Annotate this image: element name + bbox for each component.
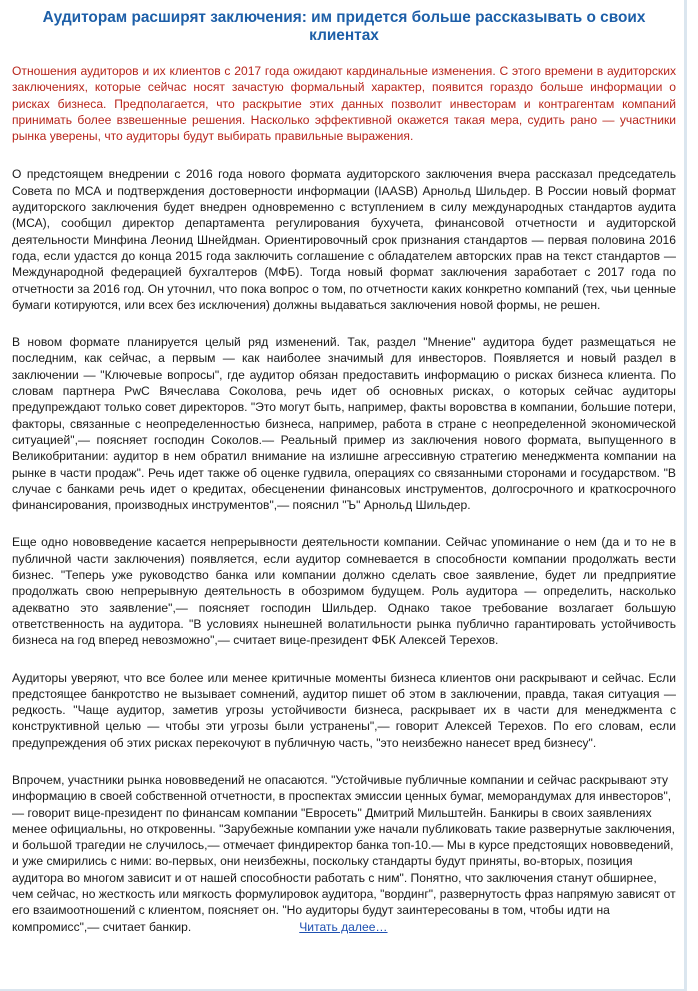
article-paragraph-5 — [12, 772, 676, 935]
article-paragraph-2: В новом формате планируется целый ряд изменений. Так, раздел "Мнение" аудитора будет размещаться не последним, как сейчас, а первым — как наиболее значимый для инвесторов. Появляется и новый раздел в заключении — "Ключевые вопросы", где аудитор обязан предоставить информацию о рисках бизнеса клиента. По словам партнера PwC Вячеслава Соколова, речь идет об основных рисках, о которых сейчас аудиторы предупреждают только совет директоров. "Это могут быть, например, факты воровства в компании, большие потери, факторы, связанные с неопределенностью бизнеса, например, работа в стране с неопределенной экономической ситуацией",— поясняет господин Соколов.— Реальный пример из заключения нового формата, выпущенного в Великобритании: аудитор в нем обратил внимание на излишне агрессивную стратегию менеджмента компании на рынке в части продаж". Речь идет также об оценке гудвила, операциях со связанными сторонами и государством. "В случае с банками речь идет о кредитах, обесценении финансовых инструментов, долгосрочного и краткосрочного финансирования, производных инструментов",— пояснил "Ъ" Арнольд Шильдер. — [12, 335, 676, 513]
article-paragraph-3: Еще одно нововведение касается непрерывности деятельности компании. Сейчас упоминание о нем (да и то не в публичной части заключения) появляется, если аудитор сомневается в способности компании продолжать вести бизнес. "Теперь уже руководство банка или компании должно сделать свое заявление, будет ли предприятие продолжать свою непрерывную деятельность в обозримом будущем. Роль аудитора — определить, насколько адекватно это заявление",— поясняет господин Шильдер. Однако такое требование возлагает большую ответственность на аудитора. "В условиях нынешней волатильности рынка публично гарантировать устойчивость бизнеса на год вперед невозможно",— считает вице-президент ФБК Алексей Терехов. — [12, 535, 676, 648]
article-title: Аудиторам расширят заключения: им придется больше рассказывать о своих клиентах — [42, 9, 646, 44]
read-more-link[interactable]: Читать далее… — [299, 919, 388, 934]
article-paragraph-5-text: Впрочем, участники рынка нововведений не опасаются. "Устойчивые публичные компании и сейчас раскрывают эту информацию в своей собственной отчетности, в проспектах эмиссии ценных бумаг, меморандумах для инвесторов",— говорит вице-президент по финансам компании "Евросеть" Дмитрий Мильштейн. Банкиры в своих заявлениях менее официальны, но откровенны. "Зарубежные компании уже начали публиковать такие развернутые заключения, и большой трагедии не случилось,— отмечает финдиректор банка топ-10.— Мы в курсе предстоящих нововведений, и уже смирились с ними: во-первых, они неизбежны, поскольку стандарты будут приняты, во-вторых, позиция аудитора во многом зависит и от нашей способности работать с ним". Понятно, что заключения станут обширнее, чем сейчас, но жесткость или мягкость формулировок аудитора, "вординг", развернутость фраз напрямую зависят от его взаимоотношений с клиентом, поясняет он. "Но аудиторы будут заинтересованы в том, чтобы идти на компромисс",— считает банкир. — [12, 772, 676, 934]
article-paragraph-1: О предстоящем внедрении с 2016 года нового формата аудиторского заключения вчера рассказал председатель Совета по МСА и подтверждения достоверности информации (IAASB) Арнольд Шильдер. В России новый формат аудиторского заключения будет внедрен одновременно с вступлением в силу международных стандартов аудита (МСА), сообщил директор департамента регулирования бухучета, финансовой отчетности и аудиторской деятельности Минфина Леонид Шнейдман. Ориентировочный срок признания стандартов — первая половина 2016 года, если удастся до конца 2015 года заключить соглашение с обладателем авторских прав на текст стандартов — Международной федерацией бухгалтеров (МФБ). Тогда новый формат заключения заработает с 2017 года по отчетности за 2016 год. Он уточнил, что пока вопрос о том, по отчетности каких конкретно компаний (тех, чьи ценные бумаги котируются, или всех без исключения) должны выдаваться заключения новой формы, не решен. — [12, 167, 676, 312]
article-paragraph-4: Аудиторы уверяют, что все более или менее критичные моменты бизнеса клиентов они раскрывают и сейчас. Если предстоящее банкротство не вызывает сомнений, аудитор пишет об этом в заключении, правда, такая ситуация — редкость. "Чаще аудитор, заметив угрозы устойчивости бизнеса, раскрывает их в части для менеджмента с конструктивной целью — чтобы эти угрозы были устранены",— говорит Алексей Терехов. По его словам, если предупреждения об этих рисках перекочуют в публичную часть, "это неизбежно нанесет вред бизнесу". — [12, 670, 676, 750]
article-content — [12, 9, 676, 935]
article-lead: Отношения аудиторов и их клиентов с 2017 года ожидают кардинальные изменения. С этого времени в аудиторских заключениях, которые сейчас носят зачастую формальный характер, появится гораздо больше информации о рисках бизнеса. Предполагается, что раскрытие этих данных позволит инвесторам и контрагентам компаний принимать более взвешенные решения. Насколько эффективной окажется такая мера, судить рано — участники рынка уверены, что аудиторы будут выбирать правильные выражения. — [12, 64, 676, 144]
